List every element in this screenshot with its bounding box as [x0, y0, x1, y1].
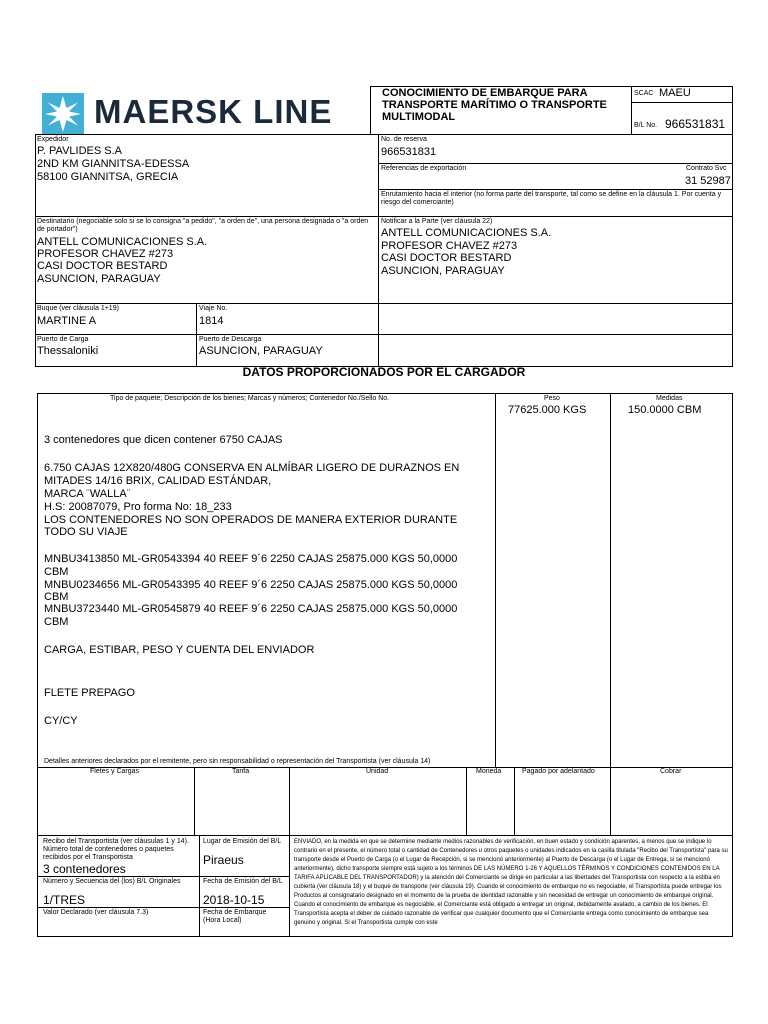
- scac-value: MAEU: [659, 87, 691, 99]
- container-line: MNBU3413850 ML-GR0543394 40 REEF 9´6 2250 CAJAS 25875.000 KGS 50,0000: [44, 553, 458, 565]
- container-line: CBM: [44, 591, 69, 603]
- booking-label: No. de reserva: [381, 136, 427, 143]
- issue-place-value: Piraeus: [203, 853, 244, 867]
- charges-header-currency: Moneda: [476, 768, 502, 775]
- consignee-line-4: ASUNCION, PARAGUAY: [37, 273, 161, 285]
- cargo-line: LOS CONTENEDORES NO SON OPERADOS DE MANERA EXTERIOR DURANTE: [44, 514, 458, 526]
- consignee-line-1: ANTELL COMUNICACIONES S.A.: [37, 236, 208, 248]
- document-title: CONOCIMIENTO DE EMBARQUE PARA TRANSPORTE MARÍTIMO O TRANSPORTE MULTIMODAL: [382, 87, 607, 123]
- discharge-port-value: ASUNCION, PARAGUAY: [199, 345, 323, 357]
- charges-header-prepaid: Pagado por adelantado: [522, 768, 595, 775]
- bl-number-value: 966531831: [665, 117, 726, 131]
- weight-value: 77625.000 KGS: [508, 404, 587, 416]
- load-port-value: Thessaloniki: [37, 345, 99, 357]
- export-refs-label: Referencias de exportación: [381, 165, 467, 172]
- shipper-declaration-note: Detalles anteriores declarados por el remitente, pero sin responsabilidad o representación del Transportista (ver cláusula 14): [44, 758, 431, 765]
- receipt-value: 3 contenedores: [43, 862, 126, 876]
- cargo-line: CY/CY: [44, 715, 78, 727]
- vessel-value: MARTINE A: [37, 315, 97, 327]
- brand-name: MAERSK LINE: [94, 93, 333, 130]
- consignee-label: Destinatario (negociable solo si se lo consigna "a pedido", "a orden de", una persona designada o "a orden de portador"): [37, 218, 369, 233]
- shipper-address-1: 2ND KM GIANNITSA-EDESSA: [37, 158, 190, 170]
- cargo-description-header: Tipo de paquete; Descripción de los bienes; Marcas y números; Contenedor No./Sello No.: [110, 395, 390, 402]
- declared-value-label: Valor Declarado (ver cláusula 7.3): [43, 909, 149, 916]
- discharge-port-label: Puerto de Descarga: [199, 336, 262, 343]
- notify-line-4: ASUNCION, PARAGUAY: [381, 265, 505, 277]
- measure-value: 150.0000 CBM: [628, 404, 702, 416]
- consignee-line-3: CASI DOCTOR BESTARD: [37, 260, 168, 272]
- svc-contract-value: 31 52987: [685, 175, 731, 187]
- booking-value: 966531831: [381, 146, 437, 158]
- receipt-label: Recibo del Transportista (ver cláusulas 1 y 14). Número total de contenedores o paquetes recibidos por el Transportista: [43, 838, 189, 861]
- container-line: CBM: [44, 566, 69, 578]
- issue-place-label: Lugar de Emisión del B/L: [203, 838, 282, 845]
- onward-routing-label: Enrutamiento hacia el interior (no forma parte del transporte, tal como se define en la cláusula 1. Por cuenta y riesgo del comerciante): [381, 191, 722, 206]
- maersk-star-icon: [42, 93, 84, 135]
- load-port-label: Puerto de Carga: [37, 336, 89, 343]
- notify-line-1: ANTELL COMUNICACIONES S.A.: [381, 227, 552, 239]
- charges-header-collect: Cobrar: [660, 768, 682, 775]
- notify-line-3: CASI DOCTOR BESTARD: [381, 252, 512, 264]
- container-line: MNBU0234656 ML-GR0543395 40 REEF 9´6 2250 CAJAS 25875.000 KGS 50,0000: [44, 579, 458, 591]
- shipper-name: P. PAVLIDES S.A: [37, 145, 122, 157]
- originals-value: 1/TRES: [43, 893, 86, 907]
- cargo-line: H.S: 20087079, Pro forma No: 18_233: [44, 501, 232, 513]
- charges-header-rate: Tarifa: [232, 768, 250, 775]
- vessel-label: Buque (ver cláusula 1+19): [37, 305, 119, 312]
- voyage-label: Viaje No.: [199, 305, 228, 312]
- cargo-line: TODO SU VIAJE: [44, 526, 128, 538]
- bl-number-label: B/L No.: [634, 122, 658, 129]
- shipper-address-2: 58100 GIANNITSA, GRECIA: [37, 171, 179, 183]
- cargo-line: FLETE PREPAGO: [44, 687, 135, 699]
- notify-line-2: PROFESOR CHAVEZ #273: [381, 240, 518, 252]
- svc-contract-label: Contrato Svc: [686, 165, 727, 172]
- legal-terms-text: ENVIADO, en la medida en que se determine mediante medios razonables de verificación, en buen estado y condición aparentes, a menos que se indique lo contrario en el presente, el número total o cantidad de Contenedores u otros paquetes o unidades indicados en la casilla titulada "Recibo del Transportista" para su transporte desde el Puerto de Carga (o el Lugar de Recepción, si se mencionó anteriormente) al Puerto de Descarga (o el Lugar de Entrega, si se mencionó anteriormente), dicho transporte siempre está sujeto a los términos DE LAS NÚMERO 1-26 Y AQUELLOS TÉRMINOS Y CONDICIONES CONTENIDOS EN LA TARIFA APLICABLE DEL TRANSPORTADOR) y la atención del Comerciante se dirige en particular a las libertades del Transportista con respecto a la estiba en cubierta (ver cláusula 18) y el buque de transporte (ver cláusula 19). Cuando el conocimiento de embarque no es negociable, el Transportista puede entregar los Productos al consignatario designado en el momento de la prueba de identidad razonable y sin necesidad de entregar un conocimiento de embarque original. Cuando el conocimiento de embarque es negociable, el Comerciante está obligado a entregar un original, debidamente avalado, a cambio de los bienes. El Transportista acepta el deber de cuidado razonable de verificar que cualquier documento que el Comerciante entrega como conocimiento de embarque sea genuino y original. Si el Transportista cumple con este: [294, 839, 728, 926]
- shipper-label: Expedidor: [37, 136, 69, 143]
- charges-header-unit: Unidad: [366, 768, 389, 775]
- container-line: CBM: [44, 616, 69, 628]
- shipped-date-label: Fecha de Embarque (Hora Local): [203, 909, 267, 924]
- voyage-value: 1814: [199, 315, 224, 327]
- scac-label: SCAC: [634, 90, 654, 97]
- container-line: MNBU3723440 ML-GR0545879 40 REEF 9´6 2250 CAJAS 25875.000 KGS 50,0000: [44, 603, 458, 615]
- measure-header: Medidas: [656, 395, 683, 402]
- issue-date-value: 2018-10-15: [203, 893, 265, 907]
- cargo-line: MARCA ¨WALLA¨: [44, 488, 131, 500]
- cargo-line: CARGA, ESTIBAR, PESO Y CUENTA DEL ENVIADOR: [44, 644, 315, 656]
- issue-date-label: Fecha de Emisión del B/L: [203, 878, 283, 885]
- cargo-line: 6.750 CAJAS 12X820/480G CONSERVA EN ALMÍBAR LIGERO DE DURAZNOS EN: [44, 462, 460, 474]
- cargo-line: MITADES 14/16 BRIX, CALIDAD ESTÁNDAR,: [44, 475, 272, 487]
- cargo-line: 3 contenedores que dicen contener 6750 CAJAS: [44, 434, 283, 446]
- section-title: DATOS PROPORCIONADOS POR EL CARGADOR: [242, 365, 526, 379]
- originals-label: Número y Secuencia del (los) B/L Originales: [43, 878, 181, 885]
- weight-header: Peso: [544, 395, 560, 402]
- consignee-line-2: PROFESOR CHAVEZ #273: [37, 248, 174, 260]
- notify-label: Notificar a la Parte (ver cláusula 22): [381, 218, 493, 225]
- maersk-logo: [42, 93, 368, 135]
- charges-header-freight: Fletes y Cargas: [90, 768, 140, 775]
